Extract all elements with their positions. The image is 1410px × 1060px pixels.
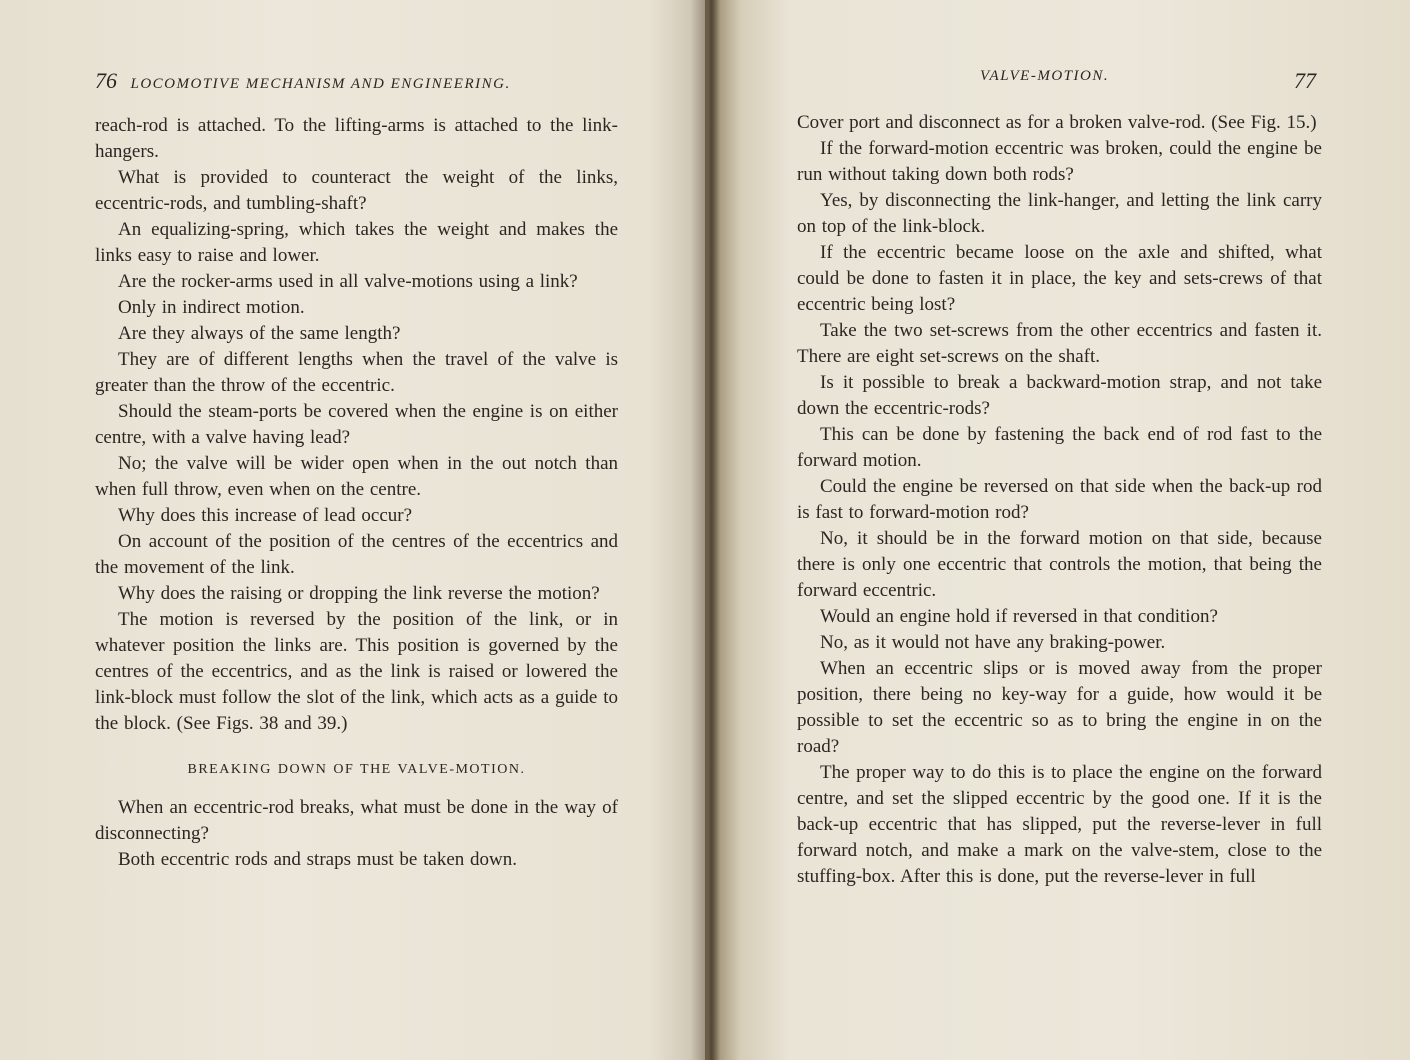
- paragraph: Both eccentric rods and straps must be taken down.: [118, 849, 517, 870]
- right-running-title: VALVE-MOTION.: [980, 68, 1110, 84]
- paragraph: Yes, by disconnecting the link-hanger, and letting the link carry on top of the link-block.: [797, 190, 1322, 237]
- paragraph: reach-rod is attached. To the lifting-arms is attached to the link-hangers.: [95, 115, 618, 162]
- paragraph: Are they always of the same length?: [118, 323, 401, 344]
- paragraph: Why does this increase of lead occur?: [118, 505, 413, 526]
- paragraph: No, it should be in the forward motion on that side, because there is only one eccentric that controls the motion, that being the forward eccentric.: [797, 528, 1322, 601]
- paragraph: What is provided to counteract the weight of the links, eccentric-rods, and tumbling-shaft?: [95, 167, 618, 214]
- paragraph: No; the valve will be wider open when in the out notch than when full throw, even when on the centre.: [95, 453, 618, 500]
- paragraph: If the forward-motion eccentric was broken, could the engine be run without taking down both rods?: [797, 138, 1322, 185]
- paragraph: The proper way to do this is to place the engine on the forward centre, and set the slipped eccentric by the good one. If it is the back-up eccentric that has slipped, put the reverse-lever in full forward notch, and make a mark on the valve-stem, close to the stuffing-box. After this is done, put the reverse-lever in full: [797, 762, 1322, 887]
- paragraph: On account of the position of the centres of the eccentrics and the movement of the link.: [95, 531, 618, 578]
- paragraph: No, as it would not have any braking-power.: [820, 632, 1166, 653]
- right-page-number: 77: [1294, 68, 1316, 93]
- paragraph: An equalizing-spring, which takes the weight and makes the links easy to raise and lower.: [95, 219, 618, 266]
- paragraph: Should the steam-ports be covered when the engine is on either centre, with a valve having lead?: [95, 401, 618, 448]
- paragraph: Would an engine hold if reversed in that condition?: [820, 606, 1218, 627]
- paragraph: If the eccentric became loose on the axle and shifted, what could be done to fasten it in place, the key and sets-crews of that eccentric being lost?: [797, 242, 1322, 315]
- section-heading: BREAKING DOWN OF THE VALVE-MOTION.: [187, 762, 526, 777]
- left-running-title: LOCOMOTIVE MECHANISM AND ENGINEERING.: [130, 76, 511, 92]
- paragraph: Are the rocker-arms used in all valve-motions using a link?: [118, 271, 578, 292]
- paragraph: When an eccentric slips or is moved away from the proper position, there being no key-way for a guide, how would it be possible to set the eccentric so as to bring the engine in on the road?: [797, 658, 1322, 757]
- book-gutter: [690, 0, 720, 1060]
- paragraph: Could the engine be reversed on that side when the back-up rod is fast to forward-motion rod?: [797, 476, 1322, 523]
- paragraph: When an eccentric-rod breaks, what must be done in the way of disconnecting?: [95, 797, 618, 844]
- right-text-column: [797, 110, 1322, 890]
- paragraph: They are of different lengths when the travel of the valve is greater than the throw of the eccentric.: [95, 349, 618, 396]
- paragraph: Only in indirect motion.: [118, 297, 305, 318]
- left-text-column: [95, 113, 618, 873]
- paragraph: The motion is reversed by the position of the link, or in whatever position the links are. This position is governed by the centres of the eccentrics, and as the link is raised or lowered the link-block must follow the slot of the link, which acts as a guide to the block. (See Figs. 38 and 39.): [95, 609, 618, 734]
- paragraph: Why does the raising or dropping the link reverse the motion?: [118, 583, 600, 604]
- paragraph: Take the two set-screws from the other eccentrics and fasten it. There are eight set-screws on the shaft.: [797, 320, 1322, 367]
- paragraph: Cover port and disconnect as for a broken valve-rod. (See Fig. 15.): [797, 112, 1317, 133]
- paragraph: This can be done by fastening the back end of rod fast to the forward motion.: [797, 424, 1322, 471]
- left-page-number: 76: [95, 68, 117, 93]
- paragraph: Is it possible to break a backward-motion strap, and not take down the eccentric-rods?: [797, 372, 1322, 419]
- left-running-head: [95, 68, 615, 94]
